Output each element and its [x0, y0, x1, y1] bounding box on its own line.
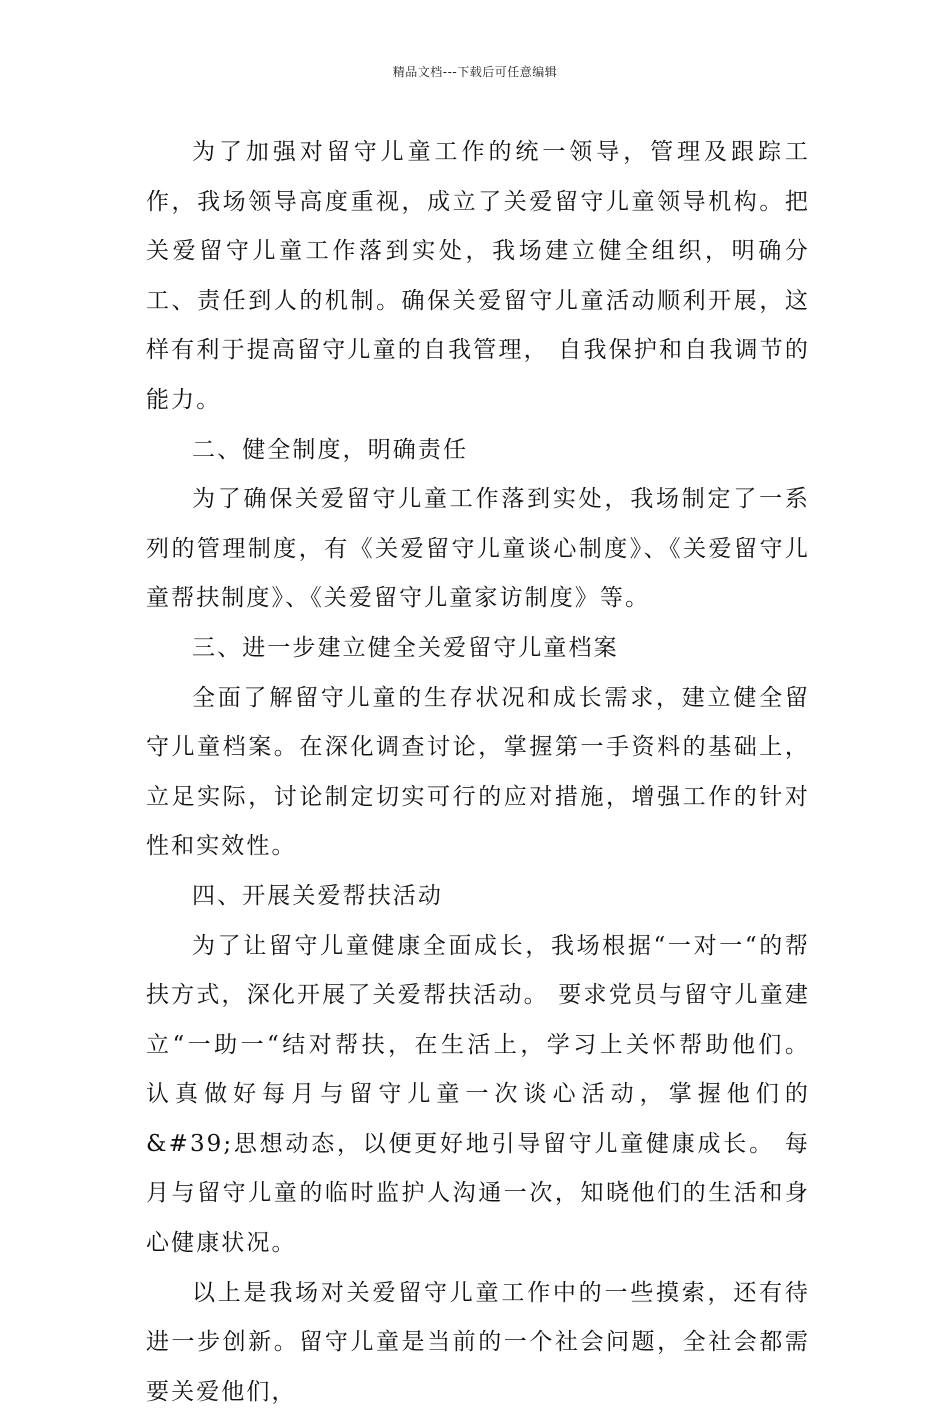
- paragraph-activities: 为了让留守儿童健康全面成长，我场根据“一对一“的帮扶方式，深化开展了关爱帮扶活动。 要求党员与留守儿童建立“一助一“结对帮扶，在生活上，学习上关怀帮助他们。 认真做好每月与留守儿童一次谈心活动，掌握他们的&#39;思想动态，以便更好地引导留守儿童健康成长。 每月与留守儿童的临时监护人沟通一次，知晓他们的生活和身心健康状况。: [146, 932, 810, 1257]
- section-heading-archives: 三、进一步建立健全关爱留守儿童档案: [192, 634, 619, 661]
- paragraph-conclusion: 以上是我场对关爱留守儿童工作中的一些摸索，还有待进一步创新。留守儿童是当前的一个社会问题，全社会都需要关爱他们，: [146, 1279, 810, 1405]
- paragraph-archives: 全面了解留守儿童的生存状况和成长需求，建立健全留守儿童档案。在深化调查讨论，掌握第一手资料的基础上，立足实际，讨论制定切实可行的应对措施，增强工作的针对性和实效性。: [146, 684, 810, 860]
- document-body: [146, 128, 810, 1417]
- section-heading-activities: 四、开展关爱帮扶活动: [192, 882, 443, 909]
- paragraph-system: 为了确保关爱留守儿童工作落到实处，我场制定了一系列的管理制度，有《关爱留守儿童谈心制度》、《关爱留守儿童帮扶制度》、《关爱留守儿童家访制度》等。: [146, 486, 810, 612]
- section-heading-system: 二、健全制度，明确责任: [192, 436, 469, 463]
- paragraph-leadership: 为了加强对留守儿童工作的统一领导，管理及跟踪工作，我场领导高度重视，成立了关爱留守儿童领导机构。把关爱留守儿童工作落到实处，我场建立健全组织，明确分工、责任到人的机制。确保关爱留守儿童活动顺利开展，这样有利于提高留守儿童的自我管理， 自我保护和自我调节的能力。: [146, 139, 810, 413]
- page-header: 精品文档---下载后可任意编辑: [392, 65, 558, 79]
